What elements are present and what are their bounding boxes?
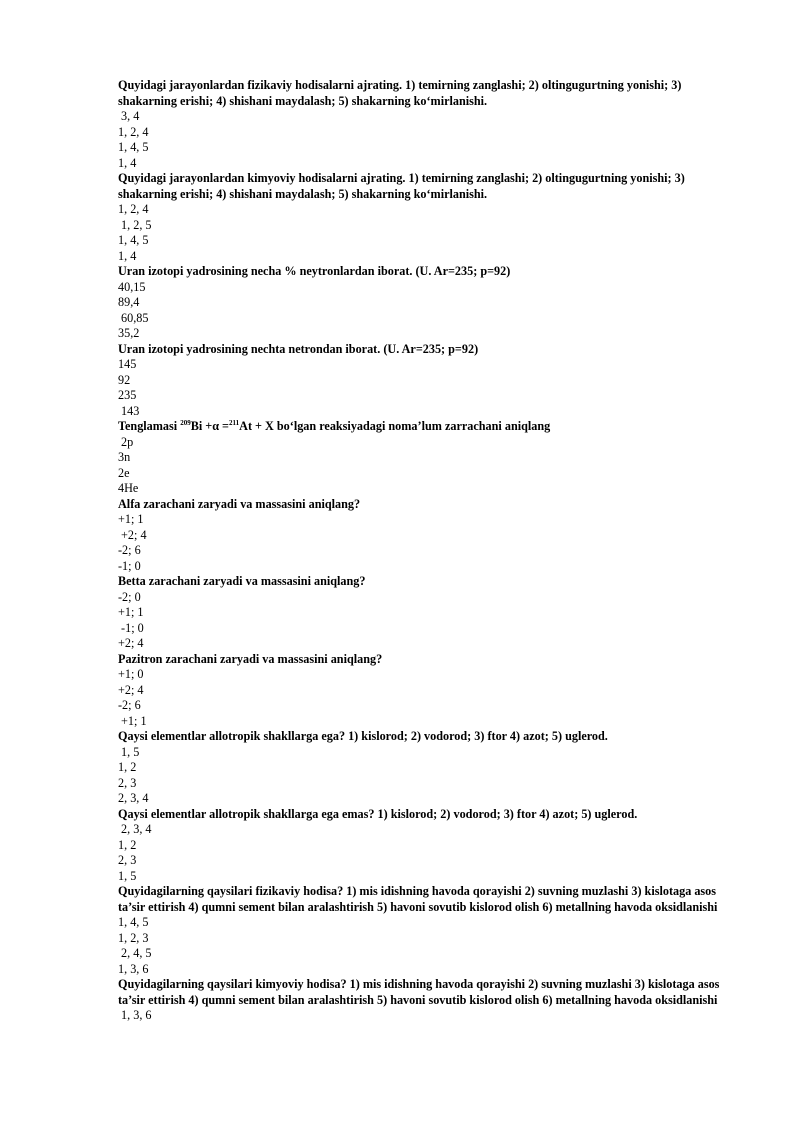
answer-option: 143 <box>118 403 140 418</box>
question-text: Pazitron zarachani zaryadi va massasini aniqlang? <box>118 651 383 666</box>
answer-option: 1, 3, 6 <box>118 961 149 976</box>
answer-option: 1, 4, 5 <box>118 233 149 247</box>
answer-option: 3n <box>118 450 131 464</box>
answer-option: +2; 4 <box>118 527 147 542</box>
answer-option: 1, 5 <box>118 868 137 883</box>
answer-option: 1, 5 <box>118 744 140 759</box>
mass-number-superscript: 209 <box>180 419 191 427</box>
answer-option: 1, 2, 5 <box>118 217 152 232</box>
answer-option: +2; 4 <box>118 636 144 650</box>
answer-option: 89,4 <box>118 295 140 309</box>
question-block <box>118 497 742 575</box>
question-text-part: At + X bo‘lgan reaksiyadagi noma’lum zarrachani aniqlang <box>239 419 551 433</box>
question-text: Betta zarachani zaryadi va massasini aniqlang? <box>118 574 366 588</box>
question-text: Qaysi elementlar allotropik shakllarga ega emas? 1) kislorod; 2) vodorod; 3) ftor 4) azot; 5) uglerod. <box>118 806 638 821</box>
answer-option: +1; 0 <box>118 667 144 681</box>
question-block <box>118 342 742 420</box>
answer-option: 2, 3, 4 <box>118 791 149 805</box>
question-text <box>118 419 742 435</box>
answer-option: 2e <box>118 465 130 480</box>
question-text: Uran izotopi yadrosining nechta netrondan iborat. (U. Ar=235; p=92) <box>118 341 479 356</box>
answer-option: -1; 0 <box>118 620 144 635</box>
answer-option: 1, 2, 3 <box>118 930 149 945</box>
answer-option: 145 <box>118 357 137 371</box>
answer-option: -1; 0 <box>118 558 141 573</box>
question-block <box>118 977 742 1024</box>
answer-option: 1, 4 <box>118 248 137 263</box>
answer-option: 1, 2 <box>118 760 137 774</box>
question-text-part: Tenglamasi <box>118 419 181 433</box>
question-block <box>118 419 742 497</box>
question-text-part: Bi +α = <box>190 419 230 433</box>
question-block <box>118 652 742 730</box>
answer-option: 2, 3, 4 <box>118 822 152 836</box>
answer-option: 1, 2 <box>118 837 137 852</box>
answer-option: 3, 4 <box>118 109 140 123</box>
question-text: Quyidagilarning qaysilari fizikaviy hodisa? 1) mis idishning havoda qorayishi 2) suvning muzlashi 3) kislotaga asos ta’sir ettirish 4) qumni sement bilan aralashtirish 5) havoni sovutib kislorod olish 6) metallning havoda oksidlanishi <box>118 884 718 914</box>
answer-option: 4He <box>118 481 139 495</box>
question-text: Quyidagi jarayonlardan kimyoviy hodisalarni ajrating. 1) temirning zanglashi; 2) oltingugurtning yonishi; 3) shakarning erishi; 4) shishani maydalash; 5) shakarning ko‘mirlanishi. <box>118 171 685 201</box>
answer-option: 2p <box>118 434 134 449</box>
answer-option: +1; 1 <box>118 713 147 728</box>
question-block <box>118 264 742 342</box>
question-block <box>118 729 742 807</box>
question-block <box>118 574 742 652</box>
answer-option: 92 <box>118 372 131 387</box>
answer-option: 35,2 <box>118 326 140 340</box>
answer-option: +2; 4 <box>118 682 144 697</box>
question-text: Alfa zarachani zaryadi va massasini aniqlang? <box>118 496 361 511</box>
answer-option: 2, 3 <box>118 775 137 790</box>
answer-option: 1, 4, 5 <box>118 915 149 929</box>
answer-option: 1, 2, 4 <box>118 202 149 216</box>
question-block <box>118 807 742 885</box>
answer-option: 40,15 <box>118 279 146 294</box>
document-page <box>118 78 742 1024</box>
question-text: Quyidagilarning qaysilari kimyoviy hodisa? 1) mis idishning havoda qorayishi 2) suvning muzlashi 3) kislotaga asos ta’sir ettirish 4) qumni sement bilan aralashtirish 5) havoni sovutib kislorod olish 6) metallning havoda oksidlanishi <box>118 977 720 1007</box>
answer-option: +1; 1 <box>118 605 144 619</box>
answer-option: -2; 6 <box>118 698 141 712</box>
question-block <box>118 78 742 171</box>
answer-option: 1, 4 <box>118 155 137 170</box>
answer-option: 1, 2, 4 <box>118 124 149 139</box>
answer-option: -2; 0 <box>118 589 141 604</box>
question-block <box>118 884 742 977</box>
answer-option: 2, 4, 5 <box>118 946 152 960</box>
question-text: Qaysi elementlar allotropik shakllarga ega? 1) kislorod; 2) vodorod; 3) ftor 4) azot; 5) uglerod. <box>118 729 608 743</box>
question-block <box>118 171 742 264</box>
answer-option: -2; 6 <box>118 543 141 557</box>
question-text: Quyidagi jarayonlardan fizikaviy hodisalarni ajrating. 1) temirning zanglashi; 2) oltingugurtning yonishi; 3) shakarning erishi; 4) shishani maydalash; 5) shakarning ko‘mirlanishi. <box>118 78 682 108</box>
answer-option: +1; 1 <box>118 512 144 526</box>
answer-option: 235 <box>118 388 137 402</box>
answer-option: 1, 4, 5 <box>118 140 149 154</box>
mass-number-superscript: 211 <box>229 419 240 427</box>
answer-option: 60,85 <box>118 310 149 325</box>
answer-option: 2, 3 <box>118 853 137 867</box>
question-text: Uran izotopi yadrosining necha % neytronlardan iborat. (U. Ar=235; p=92) <box>118 264 511 278</box>
answer-option: 1, 3, 6 <box>118 1008 152 1022</box>
